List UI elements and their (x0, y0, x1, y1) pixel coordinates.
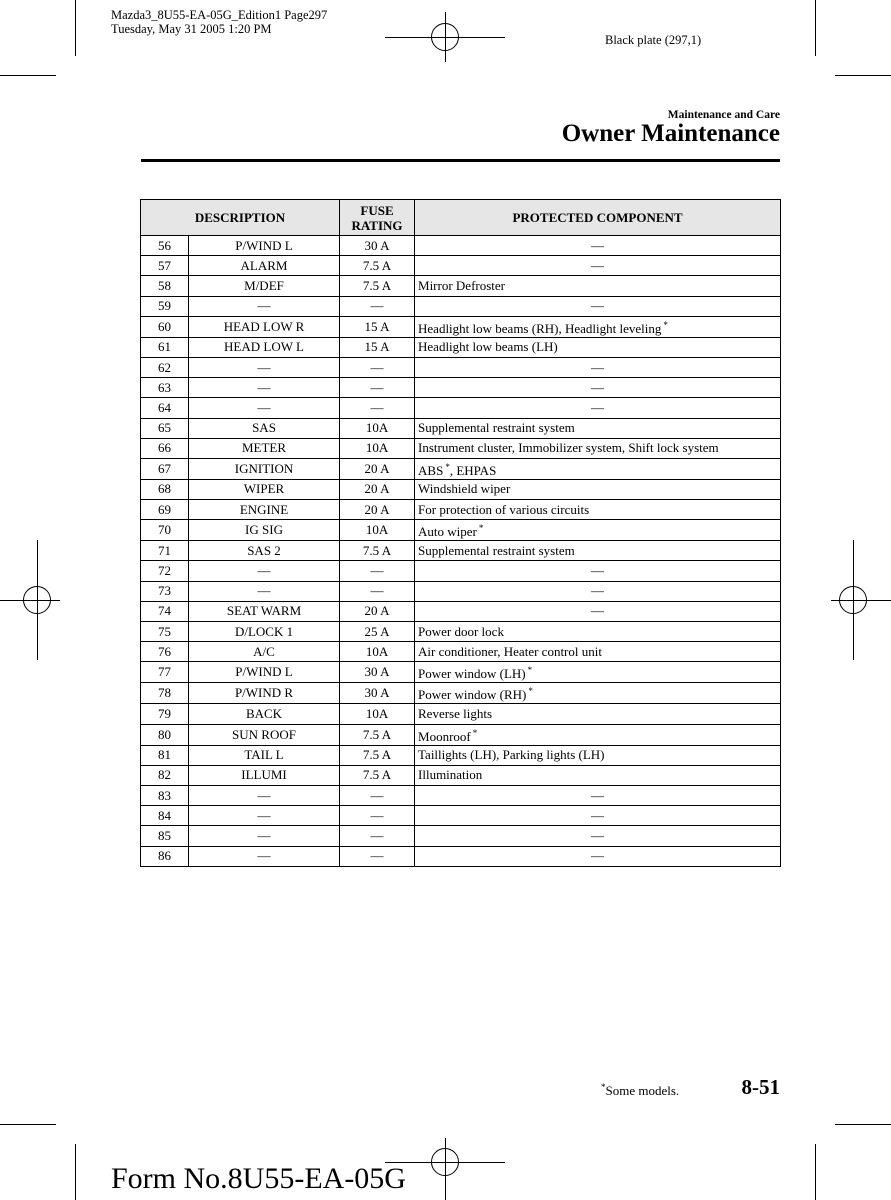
fuse-description-cell: A/C (189, 642, 340, 662)
protected-component-cell (415, 479, 781, 499)
fuse-description-cell: IG SIG (189, 520, 340, 541)
crop-mark (0, 1124, 56, 1125)
print-header-timestamp: Tuesday, May 31 2005 1:20 PM (111, 22, 272, 36)
table-row (141, 622, 781, 642)
fuse-number-cell: 68 (141, 479, 189, 499)
fuse-description-cell: ENGINE (189, 500, 340, 520)
fuse-number-cell: 71 (141, 541, 189, 561)
protected-component-cell (415, 662, 781, 683)
component-text: Reverse lights (418, 705, 493, 721)
component-text: — (591, 807, 605, 823)
fuse-number-cell: 66 (141, 438, 189, 458)
table-row (141, 276, 781, 296)
fuse-rating-cell: 7.5 A (340, 541, 415, 561)
fuse-number-cell: 81 (141, 745, 189, 765)
fuse-description-cell: — (189, 378, 340, 398)
fuse-rating-cell: 10A (340, 418, 415, 438)
fuse-description-cell: M/DEF (189, 276, 340, 296)
header-protected-component: PROTECTED COMPONENT (415, 200, 781, 236)
page-number: 8-51 (741, 1075, 780, 1099)
crop-mark (835, 1124, 891, 1125)
table-row (141, 541, 781, 561)
fuse-number-cell: 70 (141, 520, 189, 541)
protected-component-cell (415, 846, 781, 866)
fuse-rating-cell: 20 A (340, 458, 415, 479)
fuse-rating-cell: 15 A (340, 316, 415, 337)
protected-component-cell (415, 398, 781, 418)
fuse-description-cell: D/LOCK 1 (189, 622, 340, 642)
fuse-rating-cell: 10A (340, 642, 415, 662)
fuse-description-cell: SEAT WARM (189, 601, 340, 621)
table-row (141, 357, 781, 377)
fuse-number-cell: 83 (141, 785, 189, 805)
footnote-marker: * (601, 1082, 606, 1092)
table-row (141, 683, 781, 704)
section-label: Maintenance and Care (667, 109, 780, 121)
some-models-marker: * (478, 523, 484, 534)
fuse-rating-cell: 7.5 A (340, 724, 415, 745)
table-row (141, 745, 781, 765)
table-row (141, 479, 781, 499)
fuse-rating-cell: 30 A (340, 662, 415, 683)
fuse-rating-cell: — (340, 561, 415, 581)
fuse-rating-cell: 20 A (340, 479, 415, 499)
component-text: Taillights (LH), Parking lights (LH) (418, 747, 605, 763)
protected-component-cell (415, 236, 781, 256)
fuse-number-cell: 67 (141, 458, 189, 479)
component-text: Illumination (418, 767, 483, 783)
table-row (141, 846, 781, 866)
component-text: Supplemental restraint system (418, 420, 575, 436)
component-text: Instrument cluster, Immobilizer system, Shift lock system (418, 440, 719, 456)
component-text: — (591, 583, 605, 599)
component-text: — (591, 848, 605, 864)
fuse-table (140, 199, 781, 867)
fuse-number-cell: 62 (141, 357, 189, 377)
fuse-rating-cell: 25 A (340, 622, 415, 642)
table-row (141, 418, 781, 438)
fuse-rating-cell: — (340, 296, 415, 316)
table-header-row (141, 200, 781, 236)
component-text: Power door lock (418, 623, 504, 639)
component-text: — (591, 787, 605, 803)
component-text: Mirror Defroster (418, 277, 506, 293)
table-row (141, 236, 781, 256)
protected-component-cell (415, 357, 781, 377)
table-row (141, 500, 781, 520)
protected-component-cell (415, 378, 781, 398)
fuse-number-cell: 85 (141, 826, 189, 846)
fuse-description-cell: SAS (189, 418, 340, 438)
component-text: — (591, 237, 605, 253)
fuse-number-cell: 59 (141, 296, 189, 316)
plate-label: Black plate (297,1) (605, 33, 702, 47)
crop-mark (0, 75, 56, 76)
fuse-rating-cell: 15 A (340, 337, 415, 357)
fuse-rating-cell: — (340, 826, 415, 846)
table-row (141, 398, 781, 418)
component-text: — (591, 257, 605, 273)
fuse-description-cell: P/WIND L (189, 662, 340, 683)
protected-component-cell (415, 458, 781, 479)
fuse-rating-cell: — (340, 581, 415, 601)
fuse-description-cell: P/WIND L (189, 236, 340, 256)
fuse-number-cell: 80 (141, 724, 189, 745)
component-text: Headlight low beams (LH) (418, 339, 558, 355)
table-row (141, 581, 781, 601)
title-rule (141, 159, 780, 162)
fuse-description-cell: P/WIND R (189, 683, 340, 704)
component-text: ABS (418, 462, 444, 478)
crop-mark (815, 1144, 816, 1200)
fuse-rating-cell: 7.5 A (340, 745, 415, 765)
fuse-number-cell: 64 (141, 398, 189, 418)
header-fuse-line1: FUSE (360, 202, 394, 218)
protected-component-cell (415, 785, 781, 805)
table-row (141, 704, 781, 724)
component-text: — (591, 298, 605, 314)
fuse-number-cell: 76 (141, 642, 189, 662)
protected-component-cell (415, 296, 781, 316)
protected-component-cell (415, 724, 781, 745)
protected-component-cell (415, 561, 781, 581)
protected-component-cell (415, 683, 781, 704)
header-description: DESCRIPTION (141, 200, 340, 236)
fuse-number-cell: 57 (141, 256, 189, 276)
table-row (141, 806, 781, 826)
fuse-description-cell: — (189, 561, 340, 581)
fuse-number-cell: 75 (141, 622, 189, 642)
fuse-number-cell: 56 (141, 236, 189, 256)
fuse-number-cell: 58 (141, 276, 189, 296)
protected-component-cell (415, 806, 781, 826)
fuse-rating-cell: — (340, 785, 415, 805)
crop-mark (835, 75, 891, 76)
fuse-number-cell: 69 (141, 500, 189, 520)
fuse-description-cell: — (189, 398, 340, 418)
fuse-rating-cell: — (340, 846, 415, 866)
fuse-description-cell: SAS 2 (189, 541, 340, 561)
fuse-description-cell: HEAD LOW R (189, 316, 340, 337)
fuse-number-cell: 72 (141, 561, 189, 581)
protected-component-cell (415, 500, 781, 520)
component-text: For protection of various circuits (418, 501, 590, 517)
fuse-description-cell: HEAD LOW L (189, 337, 340, 357)
fuse-description-cell: BACK (189, 704, 340, 724)
component-text: Windshield wiper (418, 481, 511, 497)
protected-component-cell (415, 601, 781, 621)
table-row (141, 662, 781, 683)
component-text: Headlight low beams (RH), Headlight leveling (418, 320, 662, 336)
component-text: — (591, 379, 605, 395)
fuse-description-cell: — (189, 826, 340, 846)
fuse-rating-cell: 30 A (340, 683, 415, 704)
print-header-filename: Mazda3_8U55-EA-05G_Edition1 Page297 (111, 8, 328, 22)
protected-component-cell (415, 581, 781, 601)
component-text: Air conditioner, Heater control unit (418, 643, 602, 659)
fuse-description-cell: SUN ROOF (189, 724, 340, 745)
component-text: — (591, 603, 605, 619)
fuse-description-cell: TAIL L (189, 745, 340, 765)
fuse-rating-cell: — (340, 357, 415, 377)
fuse-rating-cell: 20 A (340, 601, 415, 621)
fuse-number-cell: 82 (141, 765, 189, 785)
protected-component-cell (415, 622, 781, 642)
fuse-number-cell: 86 (141, 846, 189, 866)
fuse-number-cell: 63 (141, 378, 189, 398)
fuse-number-cell: 84 (141, 806, 189, 826)
protected-component-cell (415, 520, 781, 541)
crop-mark (815, 0, 816, 56)
fuse-number-cell: 73 (141, 581, 189, 601)
fuse-description-cell: — (189, 357, 340, 377)
page-title: Owner Maintenance (561, 120, 780, 147)
fuse-rating-cell: 10A (340, 704, 415, 724)
fuse-number-cell: 60 (141, 316, 189, 337)
fuse-rating-cell: 10A (340, 520, 415, 541)
component-text: Moonroof (418, 728, 471, 744)
component-text: Supplemental restraint system (418, 542, 575, 558)
table-row (141, 826, 781, 846)
fuse-number-cell: 79 (141, 704, 189, 724)
fuse-rating-cell: 7.5 A (340, 256, 415, 276)
component-text-continued: , EHPAS (449, 462, 497, 478)
table-row (141, 438, 781, 458)
component-text: Power window (LH) (418, 666, 526, 682)
form-number: Form No.8U55-EA-05G (111, 1162, 406, 1195)
fuse-number-cell: 78 (141, 683, 189, 704)
fuse-description-cell: WIPER (189, 479, 340, 499)
protected-component-cell (415, 704, 781, 724)
fuse-description-cell: — (189, 846, 340, 866)
header-fuse-line2: RATING (351, 217, 403, 233)
some-models-marker: * (663, 319, 668, 330)
table-row (141, 601, 781, 621)
some-models-marker: * (472, 727, 478, 738)
fuse-table-body (141, 236, 781, 867)
protected-component-cell (415, 276, 781, 296)
fuse-number-cell: 77 (141, 662, 189, 683)
protected-component-cell (415, 745, 781, 765)
protected-component-cell (415, 541, 781, 561)
protected-component-cell (415, 826, 781, 846)
some-models-marker: * (445, 461, 450, 472)
table-row (141, 296, 781, 316)
footnote (601, 1082, 679, 1099)
fuse-rating-cell: 7.5 A (340, 765, 415, 785)
fuse-rating-cell: 30 A (340, 236, 415, 256)
header-fuse-rating (340, 200, 415, 236)
protected-component-cell (415, 765, 781, 785)
fuse-description-cell: ALARM (189, 256, 340, 276)
protected-component-cell (415, 438, 781, 458)
fuse-number-cell: 61 (141, 337, 189, 357)
fuse-rating-cell: — (340, 398, 415, 418)
some-models-marker: * (527, 665, 533, 676)
crop-mark (75, 1144, 76, 1200)
fuse-rating-cell: 20 A (340, 500, 415, 520)
table-row (141, 785, 781, 805)
protected-component-cell (415, 337, 781, 357)
table-row (141, 458, 781, 479)
table-row (141, 561, 781, 581)
protected-component-cell (415, 418, 781, 438)
fuse-description-cell: — (189, 806, 340, 826)
component-text: — (591, 359, 605, 375)
some-models-marker: * (528, 686, 533, 697)
fuse-number-cell: 65 (141, 418, 189, 438)
fuse-description-cell: METER (189, 438, 340, 458)
crop-mark (75, 0, 76, 56)
component-text: — (591, 827, 605, 843)
protected-component-cell (415, 256, 781, 276)
protected-component-cell (415, 316, 781, 337)
table-row (141, 256, 781, 276)
fuse-description-cell: — (189, 581, 340, 601)
component-text: Power window (RH) (418, 687, 527, 703)
fuse-description-cell: IGNITION (189, 458, 340, 479)
footnote-text: Some models. (605, 1083, 680, 1098)
table-row (141, 378, 781, 398)
fuse-rating-cell: 10A (340, 438, 415, 458)
component-text: Auto wiper (418, 524, 477, 540)
fuse-description-cell: ILLUMI (189, 765, 340, 785)
protected-component-cell (415, 642, 781, 662)
fuse-rating-cell: — (340, 806, 415, 826)
fuse-description-cell: — (189, 296, 340, 316)
fuse-rating-cell: 7.5 A (340, 276, 415, 296)
table-row (141, 642, 781, 662)
fuse-rating-cell: — (340, 378, 415, 398)
fuse-number-cell: 74 (141, 601, 189, 621)
table-row (141, 724, 781, 745)
table-row (141, 520, 781, 541)
component-text: — (591, 563, 605, 579)
table-row (141, 316, 781, 337)
table-row (141, 765, 781, 785)
fuse-description-cell: — (189, 785, 340, 805)
table-row (141, 337, 781, 357)
component-text: — (591, 399, 605, 415)
